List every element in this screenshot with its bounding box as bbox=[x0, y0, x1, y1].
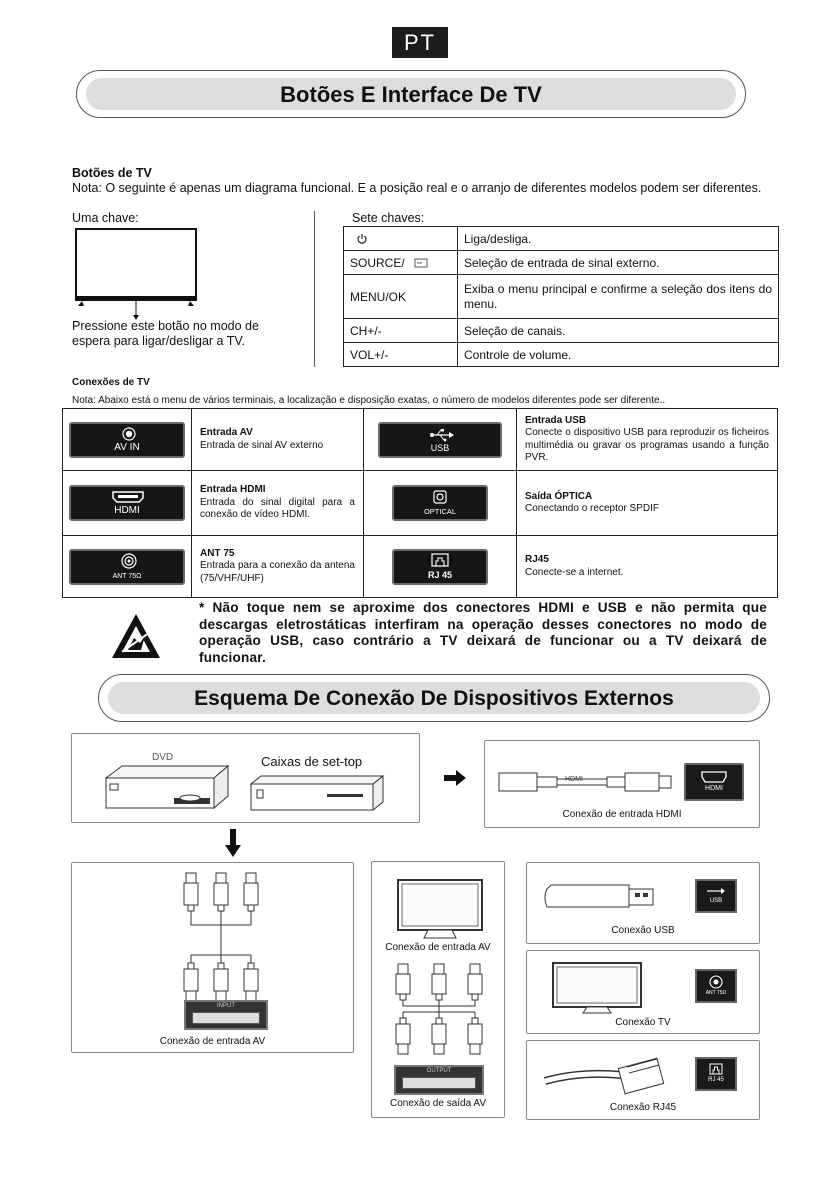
conn-desc: Conectando o receptor SPDIF bbox=[525, 503, 659, 514]
tv-illustration bbox=[394, 878, 486, 940]
port-cell bbox=[63, 536, 192, 598]
output-panel bbox=[394, 1065, 484, 1095]
key-name: CH+/- bbox=[344, 319, 458, 343]
conn-desc-cell bbox=[192, 536, 364, 598]
port-cell bbox=[364, 409, 517, 471]
rj45-caption: Conexão RJ45 bbox=[609, 1102, 677, 1113]
optical-icon bbox=[433, 490, 447, 504]
av-out-caption: Conexão de saída AV bbox=[390, 1098, 486, 1109]
table-row bbox=[344, 275, 779, 319]
section-banner-external bbox=[98, 674, 770, 722]
port-label: AV IN bbox=[114, 441, 140, 453]
conn-desc-cell bbox=[517, 409, 778, 471]
ethernet-cable-illustration bbox=[541, 1051, 671, 1097]
key-name bbox=[344, 251, 458, 275]
esd-warning-text: * Não toque nem se aproxime dos conectores HDMI e USB e não permita que descargas eletrostáticas interfiram na operação desses conectores no modo de operação USB, caso contrário a TV deixará de funcionar ou a TV deixará de funcionar. bbox=[199, 600, 767, 665]
connections-note: Nota: Abaixo está o menu de vários terminais, a localização e disposição exatas, o número de modelos diferentes pode ser diferente.. bbox=[72, 395, 666, 406]
conn-title: Saída ÓPTICA bbox=[525, 490, 593, 502]
key-desc: Seleção de canais. bbox=[458, 319, 779, 343]
key-desc: Liga/desliga. bbox=[458, 227, 779, 251]
one-key-description: Pressione este botão no modo de espera para ligar/desligar a TV. bbox=[72, 319, 259, 348]
table-row bbox=[63, 536, 778, 598]
section-banner-buttons bbox=[76, 70, 746, 118]
port-cell bbox=[63, 471, 192, 536]
dvd-label: DVD bbox=[152, 752, 174, 763]
conn-desc: Entrada de sinal AV externo bbox=[200, 439, 324, 451]
usb-icon bbox=[706, 886, 726, 896]
tv-buttons-note: Nota: O seguinte é apenas um diagrama funcional. E a posição real e o arranjo de diferentes modelos podem ser diferentes. bbox=[72, 181, 762, 195]
table-row bbox=[344, 319, 779, 343]
source-icon bbox=[414, 258, 428, 268]
port-label: RJ 45 bbox=[708, 1077, 724, 1083]
power-icon bbox=[356, 233, 368, 245]
rca-cable-illustration bbox=[388, 960, 492, 1074]
usb-caption: Conexão USB bbox=[611, 925, 675, 936]
key-name: VOL+/- bbox=[344, 343, 458, 367]
settop-label: Caixas de set-top bbox=[261, 754, 363, 769]
av-input-box bbox=[71, 862, 354, 1053]
key-desc: Controle de volume. bbox=[458, 343, 779, 367]
port-label: ANT 75Ω bbox=[112, 572, 142, 580]
input-panel-label: INPUT bbox=[217, 1003, 235, 1009]
port-cell bbox=[63, 409, 192, 471]
antenna-icon bbox=[121, 553, 137, 569]
table-row bbox=[63, 471, 778, 536]
hdmi-port-tile bbox=[684, 763, 744, 801]
source-devices-box bbox=[71, 733, 420, 823]
port-label: RJ 45 bbox=[427, 569, 453, 580]
tv-illustration bbox=[549, 961, 645, 1017]
usb-connection-box bbox=[526, 862, 760, 944]
key-name: MENU/OK bbox=[344, 275, 458, 319]
language-tag: PT bbox=[392, 27, 448, 58]
antenna-port bbox=[69, 549, 185, 585]
input-panel bbox=[184, 1000, 268, 1030]
antenna-icon bbox=[709, 975, 723, 989]
settop-box-illustration bbox=[247, 774, 387, 814]
conn-title: RJ45 bbox=[525, 554, 549, 565]
av-tv-box bbox=[371, 861, 505, 1118]
table-row bbox=[344, 343, 779, 367]
usb-stick-illustration bbox=[541, 879, 661, 915]
connections-table bbox=[62, 408, 778, 598]
table-row bbox=[344, 251, 779, 275]
port-label: USB bbox=[430, 442, 450, 453]
tv-connection-box bbox=[526, 950, 760, 1034]
conn-title: Entrada HDMI bbox=[200, 484, 266, 496]
conn-desc-cell bbox=[192, 471, 364, 536]
conn-desc: Entrada para a conexão da antena (75/VHF/UHF) bbox=[200, 560, 355, 584]
conn-desc: Conecte o dispositivo USB para reproduzir os ficheiros multimédia ou gravar os programas usando a função PVR. bbox=[525, 427, 769, 463]
esd-warning-icon bbox=[110, 612, 162, 660]
av-in-port bbox=[69, 422, 185, 458]
hdmi-icon bbox=[701, 771, 727, 783]
section-title: Botões E Interface De TV bbox=[86, 78, 736, 110]
hdmi-cable-label: HDMI bbox=[565, 776, 583, 783]
port-label: HDMI bbox=[705, 785, 723, 792]
arrow-down-icon bbox=[225, 829, 241, 857]
tv-front-illustration bbox=[70, 226, 202, 322]
table-row bbox=[344, 227, 779, 251]
port-label: USB bbox=[709, 898, 723, 904]
conn-title: Entrada USB bbox=[525, 414, 587, 426]
output-panel-label: OUTPUT bbox=[426, 1068, 452, 1074]
hdmi-icon bbox=[111, 490, 145, 504]
key-desc: Exiba o menu principal e confirme a seleção dos itens do menu. bbox=[458, 275, 779, 319]
divider-line bbox=[314, 211, 315, 367]
rca-cable-illustration bbox=[172, 869, 272, 1019]
conn-title: ANT 75 bbox=[200, 547, 235, 559]
port-label: HDMI bbox=[114, 505, 140, 516]
port-cell bbox=[364, 536, 517, 598]
hdmi-port bbox=[69, 485, 185, 521]
dvd-player-illustration bbox=[102, 764, 232, 812]
connections-heading: Conexões de TV bbox=[72, 377, 150, 388]
rj45-connection-box bbox=[526, 1040, 760, 1120]
one-key-label: Uma chave: bbox=[72, 211, 139, 225]
conn-desc-cell bbox=[517, 471, 778, 536]
conn-desc: Conecte-se a internet. bbox=[525, 566, 624, 578]
usb-icon bbox=[429, 428, 455, 442]
av-jack-icon bbox=[122, 427, 136, 441]
power-key bbox=[344, 227, 458, 251]
key-label: SOURCE/ bbox=[350, 255, 405, 270]
conn-desc-cell bbox=[517, 536, 778, 598]
arrow-right-icon bbox=[444, 770, 466, 786]
ethernet-icon bbox=[431, 553, 449, 568]
tv-caption: Conexão TV bbox=[615, 1017, 671, 1028]
seven-keys-label: Sete chaves: bbox=[352, 211, 425, 225]
key-desc: Seleção de entrada de sinal externo. bbox=[458, 251, 779, 275]
optical-port bbox=[392, 485, 488, 521]
av-in-caption: Conexão de entrada AV bbox=[159, 1036, 266, 1047]
hdmi-connection-box bbox=[484, 740, 760, 828]
hdmi-caption: Conexão de entrada HDMI bbox=[562, 809, 682, 820]
port-cell bbox=[364, 471, 517, 536]
av-tv-caption: Conexão de entrada AV bbox=[385, 942, 491, 953]
tv-buttons-heading: Botões de TV bbox=[72, 166, 152, 180]
rj45-port bbox=[392, 549, 488, 585]
conn-title: Entrada AV bbox=[200, 427, 253, 438]
conn-desc-cell bbox=[192, 409, 364, 471]
port-label: ANT 75Ω bbox=[705, 990, 727, 996]
usb-port bbox=[378, 422, 502, 458]
conn-desc: Entrada do sinal digital para a conexão de vídeo HDMI. bbox=[200, 496, 355, 521]
table-row bbox=[63, 409, 778, 471]
ant-port-tile bbox=[695, 969, 737, 1003]
ethernet-icon bbox=[709, 1063, 723, 1075]
usb-port-tile bbox=[695, 879, 737, 913]
keys-table bbox=[343, 226, 779, 367]
rj45-port-tile bbox=[695, 1057, 737, 1091]
port-label: OPTICAL bbox=[423, 507, 457, 516]
section-title: Esquema De Conexão De Dispositivos Externos bbox=[108, 682, 760, 714]
hdmi-cable-illustration bbox=[495, 765, 675, 799]
